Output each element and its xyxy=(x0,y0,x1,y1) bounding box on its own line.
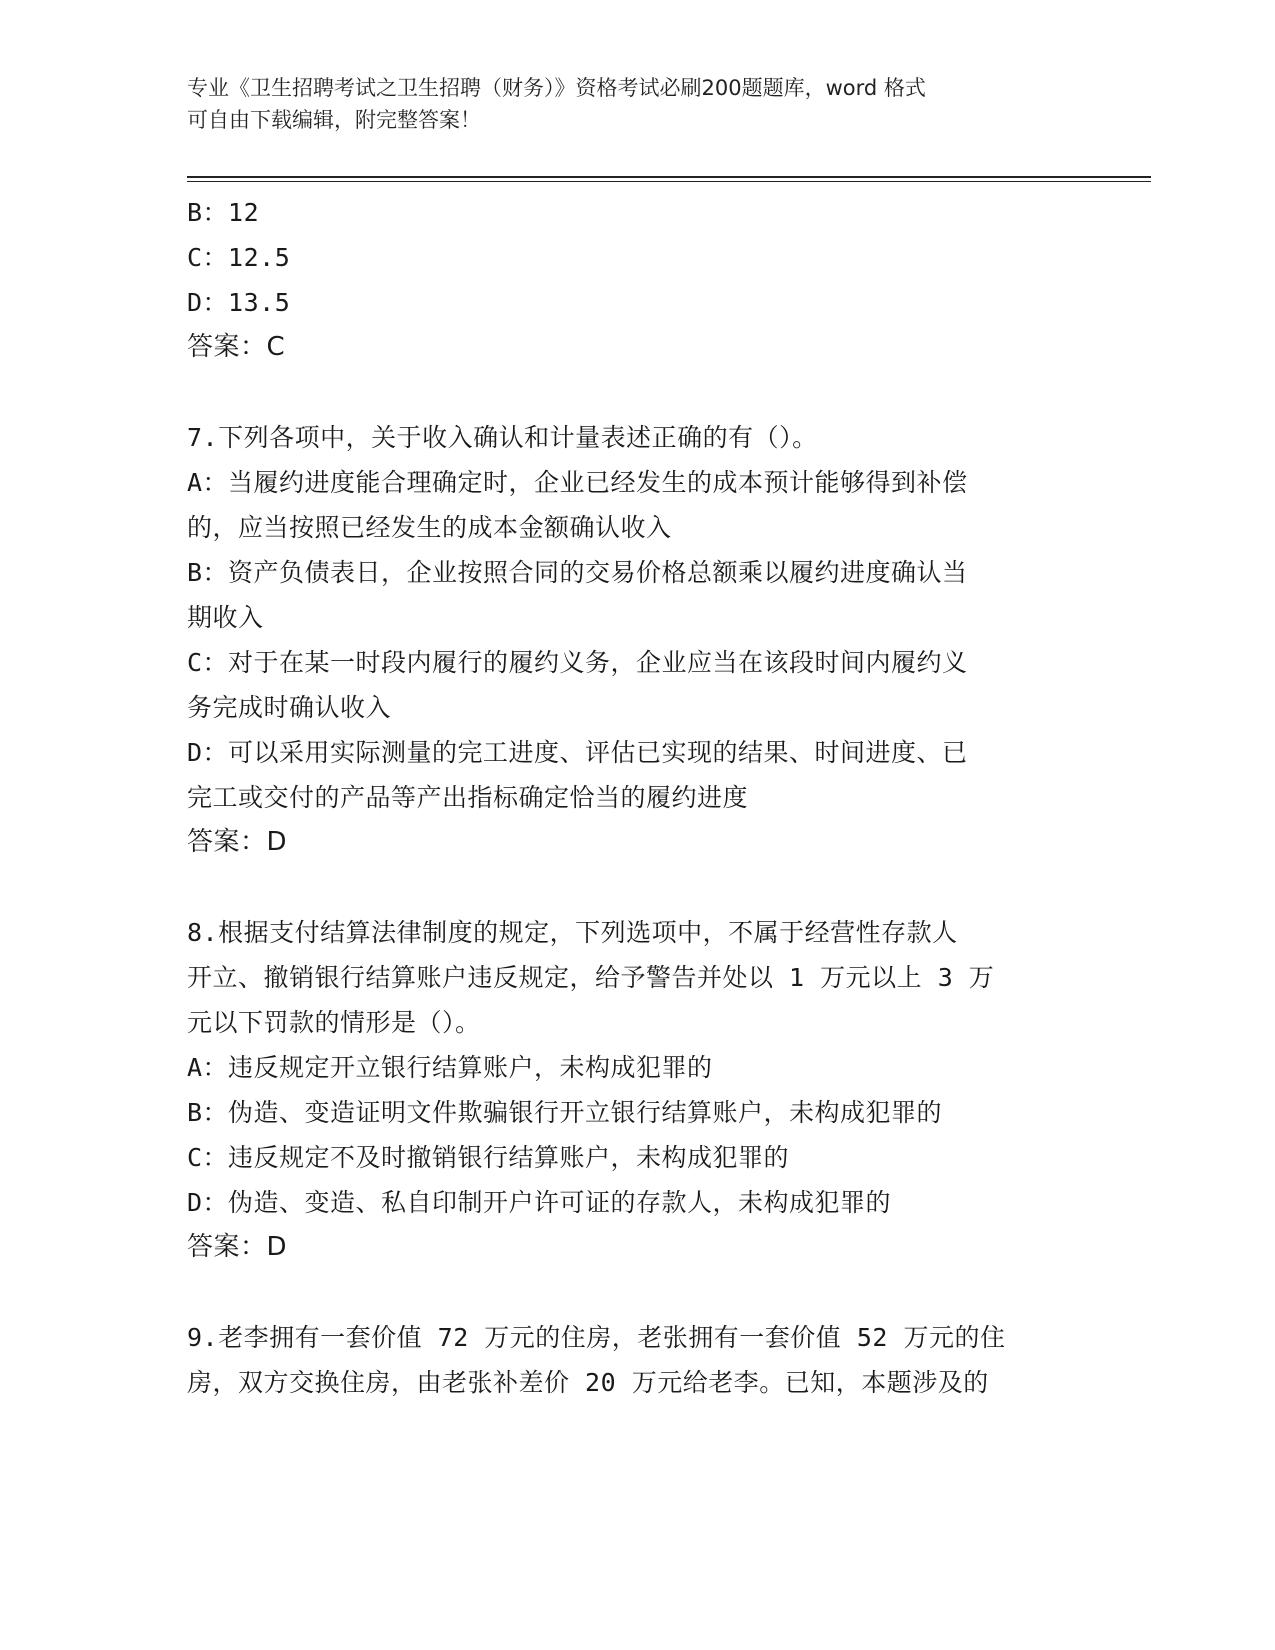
option-b-line-2: 期收入 xyxy=(187,603,264,632)
document-header xyxy=(187,72,1067,136)
option-a-line-1: A：当履约进度能合理确定时，企业已经发生的成本预计能够得到补偿 xyxy=(187,468,968,497)
option-b-line-1: B：资产负债表日，企业按照合同的交易价格总额乘以履约进度确认当 xyxy=(187,558,968,587)
option-c: C：违反规定不及时撤销银行结算账户，未构成犯罪的 xyxy=(187,1143,790,1172)
question-stem: 7.下列各项中，关于收入确认和计量表述正确的有（）。 xyxy=(187,423,818,452)
answer: 答案：D xyxy=(187,1232,288,1262)
answer: 答案：C xyxy=(187,332,286,362)
document-body xyxy=(187,190,1087,1405)
question-stem-line-2: 房，双方交换住房，由老张补差价 20 万元给老李。已知，本题涉及的 xyxy=(187,1368,989,1397)
question-7 xyxy=(187,415,1087,865)
option-c: C：12.5 xyxy=(187,243,291,272)
question-9 xyxy=(187,1315,1087,1405)
header-divider-thick xyxy=(187,176,1151,178)
header-title-line-2: 可自由下载编辑，附完整答案！ xyxy=(187,108,481,132)
option-b: B：12 xyxy=(187,198,260,227)
option-d: D：13.5 xyxy=(187,288,291,317)
option-c-line-2: 务完成时确认收入 xyxy=(187,693,392,722)
question-stem-line-1: 9.老李拥有一套价值 72 万元的住房，老张拥有一套价值 52 万元的住 xyxy=(187,1323,1006,1352)
question-stem-line-2: 开立、撤销银行结算账户违反规定，给予警告并处以 1 万元以上 3 万 xyxy=(187,963,995,992)
header-title-line-1: 专业《卫生招聘考试之卫生招聘（财务）》资格考试必刷200题题库，word 格式 xyxy=(187,76,926,100)
answer: 答案：D xyxy=(187,827,288,857)
option-d-line-2: 完工或交付的产品等产出指标确定恰当的履约进度 xyxy=(187,783,749,812)
option-a-line-2: 的，应当按照已经发生的成本金额确认收入 xyxy=(187,513,672,542)
option-d: D：伪造、变造、私自印制开户许可证的存款人，未构成犯罪的 xyxy=(187,1188,892,1217)
option-a: A：违反规定开立银行结算账户，未构成犯罪的 xyxy=(187,1053,713,1082)
option-b: B：伪造、变造证明文件欺骗银行开立银行结算账户，未构成犯罪的 xyxy=(187,1098,943,1127)
option-c-line-1: C：对于在某一时段内履行的履约义务，企业应当在该段时间内履约义 xyxy=(187,648,968,677)
question-stem-line-1: 8.根据支付结算法律制度的规定，下列选项中，不属于经营性存款人 xyxy=(187,918,958,947)
question-8 xyxy=(187,910,1087,1270)
option-d-line-1: D：可以采用实际测量的完工进度、评估已实现的结果、时间进度、已 xyxy=(187,738,968,767)
question-stem-line-3: 元以下罚款的情形是（）。 xyxy=(187,1008,481,1037)
header-divider-thin xyxy=(187,181,1151,182)
question-6-tail xyxy=(187,190,1087,370)
